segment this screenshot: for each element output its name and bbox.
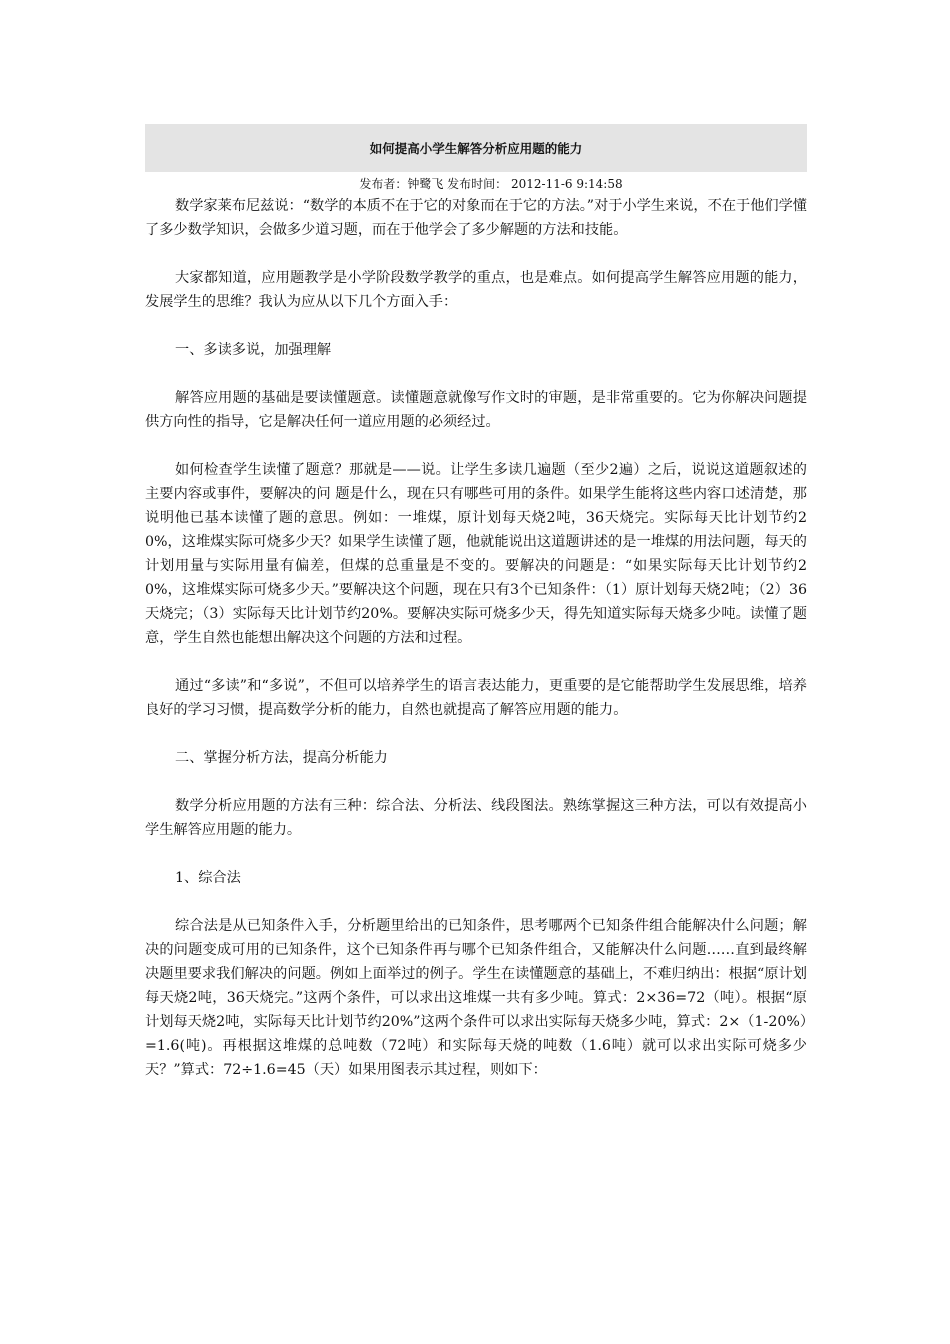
article-body bbox=[145, 194, 807, 1082]
paragraph-overview: 大家都知道，应用题教学是小学阶段数学教学的重点，也是难点。如何提高学生解答应用题的能力，发展学生的思维？我认为应从以下几个方面入手： bbox=[145, 270, 807, 310]
section-heading-analysis-methods: 二、掌握分析方法，提高分析能力 bbox=[175, 750, 388, 766]
paragraph-check-understanding: 如何检查学生读懂了题意？那就是——说。让学生多读几遍题（至少2遍）之后，说说这道题叙述的主要内容或事件，要解决的问 题是什么，现在只有哪些可用的条件。如果学生能将这些内容口述清楚，那说明他已基本读懂了题的意思。例如：一堆煤，原计划每天烧2吨，36天烧完。实际每天比计划节约20%，这堆煤实际可烧多少天？如果学生读懂了题，他就能说出这道题讲述的是一堆煤的用法问题，每天的计划用量与实际用量有偏差，但煤的总重量是不变的。要解决的问题是：“如果实际每天比计划节约20%，这堆煤实际可烧多少天。”要解决这个问题，现在只有3个已知条件：（1）原计划每天烧2吨；（2）36天烧完；（3）实际每天比计划节约20%。要解决实际可烧多少天，得先知道实际每天烧多少吨。读懂了题意，学生自然也能想出解决这个问题的方法和过程。 bbox=[145, 462, 807, 646]
paragraph-three-methods: 数学分析应用题的方法有三种：综合法、分析法、线段图法。熟练掌握这三种方法，可以有效提高小学生解答应用题的能力。 bbox=[145, 798, 807, 838]
article bbox=[145, 124, 807, 1082]
paragraph-synthesis-method: 综合法是从已知条件入手，分析题里给出的已知条件，思考哪两个已知条件组合能解决什么问题；解决的问题变成可用的已知条件，这个已知条件再与哪个已知条件组合，又能解决什么问题……直到最终解决题里要求我们解决的问题。例如上面举过的例子。学生在读懂题意的基础上，不难归纳出：根据“原计划每天烧2吨，36天烧完。”这两个条件，可以求出这堆煤一共有多少吨。算式：2×36=72（吨）。根据“原计划每天烧2吨，实际每天比计划节约20%”这两个条件可以求出实际每天烧多少吨，算式：2×（1-20%）=1.6(吨)。再根据这堆煤的总吨数（72吨）和实际每天烧的吨数（1.6吨）就可以求出实际可烧多少天？”算式：72÷1.6=45（天）如果用图表示其过程，则如下： bbox=[145, 918, 807, 1078]
subsection-heading-synthesis: 1、综合法 bbox=[175, 870, 241, 886]
title-bar bbox=[145, 124, 807, 172]
section-heading-read-and-say: 一、多读多说，加强理解 bbox=[175, 342, 332, 358]
paragraph-intro-quote: 数学家莱布尼兹说：“数学的本质不在于它的对象而在于它的方法。”对于小学生来说，不在于他们学懂了多少数学知识，会做多少道习题，而在于他学会了多少解题的方法和技能。 bbox=[145, 198, 807, 238]
paragraph-read-say-benefits: 通过“多读”和“多说”，不但可以培养学生的语言表达能力，更重要的是它能帮助学生发展思维，培养良好的学习习惯，提高数学分析的能力，自然也就提高了解答应用题的能力。 bbox=[145, 678, 807, 718]
article-title: 如何提高小学生解答分析应用题的能力 bbox=[369, 141, 583, 156]
article-meta: 发布者：钟鹭飞 发布时间： 2012-11-6 9:14:58 bbox=[359, 177, 623, 191]
paragraph-understand-problem: 解答应用题的基础是要读懂题意。读懂题意就像写作文时的审题，是非常重要的。它为你解决问题提供方向性的指导，它是解决任何一道应用题的必须经过。 bbox=[145, 390, 807, 430]
